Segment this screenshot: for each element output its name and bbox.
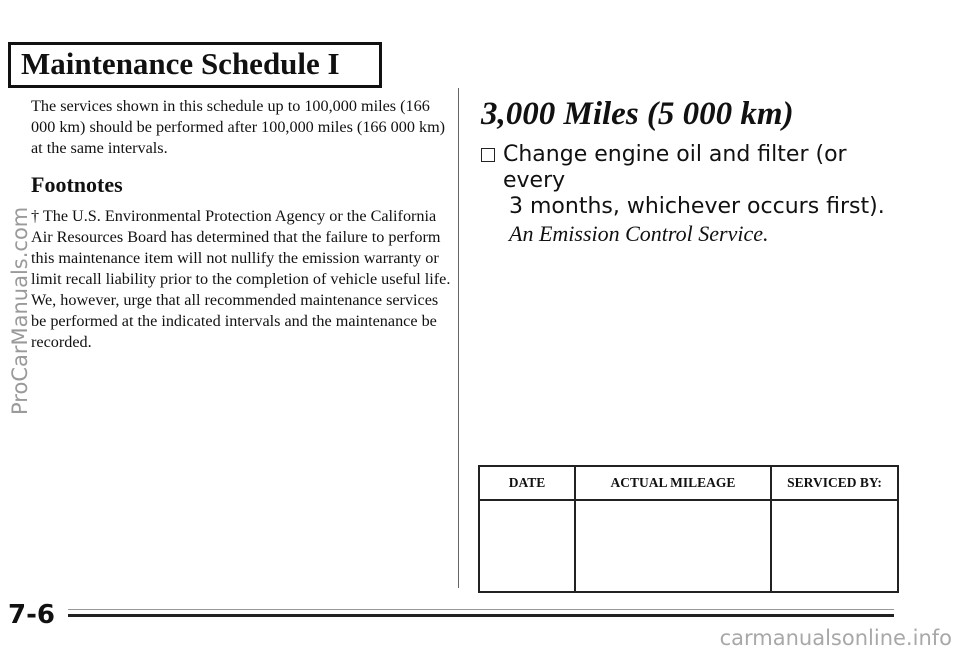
side-watermark: ProCarManuals.com [8,206,32,415]
service-record-table [478,465,899,593]
footer-rule [68,614,894,617]
footer-rule-thin [68,609,894,610]
emission-control-note: An Emission Control Service. [509,221,769,246]
interval-heading: 3,000 Miles (5 000 km) [481,96,794,132]
mileage-cell[interactable] [575,500,771,592]
serviced-by-cell[interactable] [771,500,898,592]
footnote-paragraph: † The U.S. Environmental Protection Agency or the California Air Resources Board has determined that the failure to perform this maintenance item will not nullify the emission warranty or limit recall liability prior to the completion of vehicle useful life. We, however, urge that all recommended maintenance services be performed at the indicated intervals and the maintenance be recorded. [31,207,451,351]
serviced-by-column-header: SERVICED BY: [771,466,898,500]
task-text-line2: 3 months, whichever occurs first). [509,194,885,219]
table-row [479,500,898,592]
maintenance-task [481,142,901,248]
mileage-column-header: ACTUAL MILEAGE [575,466,771,500]
page-title: Maintenance Schedule I [21,46,340,81]
date-column-header: DATE [479,466,575,500]
intro-paragraph: The services shown in this schedule up to 100,000 miles (166 000 km) should be performed after 100,000 miles (166 000 km) at the same intervals. [31,97,446,157]
date-cell[interactable] [479,500,575,592]
footnotes-heading: Footnotes [31,172,123,197]
page-title-box [8,42,382,88]
table-header-row [479,466,898,500]
column-divider [458,88,459,588]
bottom-watermark: carmanualsonline.info [719,626,952,650]
task-checkbox[interactable] [481,148,495,162]
task-text-line1: Change engine oil and filter (or every [503,142,847,193]
task-line-one [481,142,901,194]
page-number: 7-6 [8,600,55,630]
